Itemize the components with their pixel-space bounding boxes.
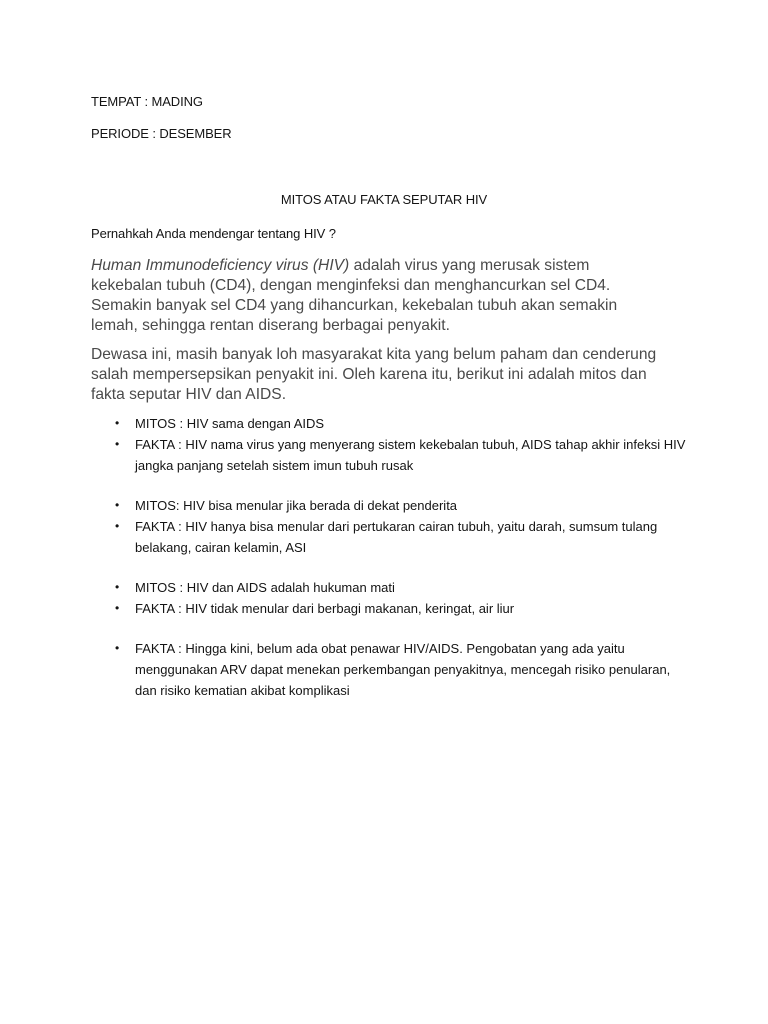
list-item xyxy=(91,516,691,558)
location-line: TEMPAT : MADING xyxy=(91,94,203,109)
list-item xyxy=(91,638,691,701)
hiv-definition-text: adalah virus yang merusak sistem kekebalan tubuh (CD4), dengan menginfeksi dan menghancurkan sel CD4. Semakin banyak sel CD4 yang dihancurkan, kekebalan tubuh akan semakin lemah, sehingga rentan diserang berbagai penyakit. xyxy=(91,257,618,334)
list-item-text: FAKTA : HIV hanya bisa menular dari pertukaran cairan tubuh, yaitu darah, sumsum tulang belakang, cairan kelamin, ASI xyxy=(135,519,658,555)
list-item xyxy=(91,495,691,516)
list-item-text: FAKTA : HIV nama virus yang menyerang sistem kekebalan tubuh, AIDS tahap akhir infeksi HIV jangka panjang setelah sistem imun tubuh rusak xyxy=(135,437,686,473)
myth-fact-list-1 xyxy=(91,413,691,476)
myth-fact-list-2 xyxy=(91,495,691,558)
list-item-text: FAKTA : Hingga kini, belum ada obat penawar HIV/AIDS. Pengobatan yang ada yaitu menggunakan ARV dapat menekan perkembangan penyakitnya, mencegah risiko penularan, dan risiko kematian akibat komplikasi xyxy=(135,641,671,698)
list-item-text: MITOS : HIV dan AIDS adalah hukuman mati xyxy=(135,580,395,595)
hiv-definition-paragraph xyxy=(91,256,651,336)
period-line: PERIODE : DESEMBER xyxy=(91,126,232,141)
list-item-text: MITOS: HIV bisa menular jika berada di dekat penderita xyxy=(135,498,458,513)
bullet-icon: • xyxy=(115,416,120,430)
list-item xyxy=(91,413,691,434)
list-item-text: MITOS : HIV sama dengan AIDS xyxy=(135,416,325,431)
list-item xyxy=(91,434,691,476)
document-title: MITOS ATAU FAKTA SEPUTAR HIV xyxy=(280,192,488,207)
bullet-icon: • xyxy=(115,437,120,451)
hiv-term: Human Immunodeficiency virus (HIV) xyxy=(91,257,350,274)
bullet-icon: • xyxy=(115,641,120,655)
bullet-icon: • xyxy=(115,498,120,512)
list-item xyxy=(91,577,691,598)
myth-fact-list-4 xyxy=(91,638,691,701)
myth-fact-list-3 xyxy=(91,577,691,619)
bullet-icon: • xyxy=(115,601,120,615)
intro-question: Pernahkah Anda mendengar tentang HIV ? xyxy=(91,226,336,241)
bullet-icon: • xyxy=(115,580,120,594)
list-item xyxy=(91,598,691,619)
context-paragraph: Dewasa ini, masih banyak loh masyarakat kita yang belum paham dan cenderung salah mempersepsikan penyakit ini. Oleh karena itu, berikut ini adalah mitos dan fakta seputar HIV dan AIDS. xyxy=(91,346,657,403)
list-item-text: FAKTA : HIV tidak menular dari berbagi makanan, keringat, air liur xyxy=(135,601,515,616)
bullet-icon: • xyxy=(115,519,120,533)
